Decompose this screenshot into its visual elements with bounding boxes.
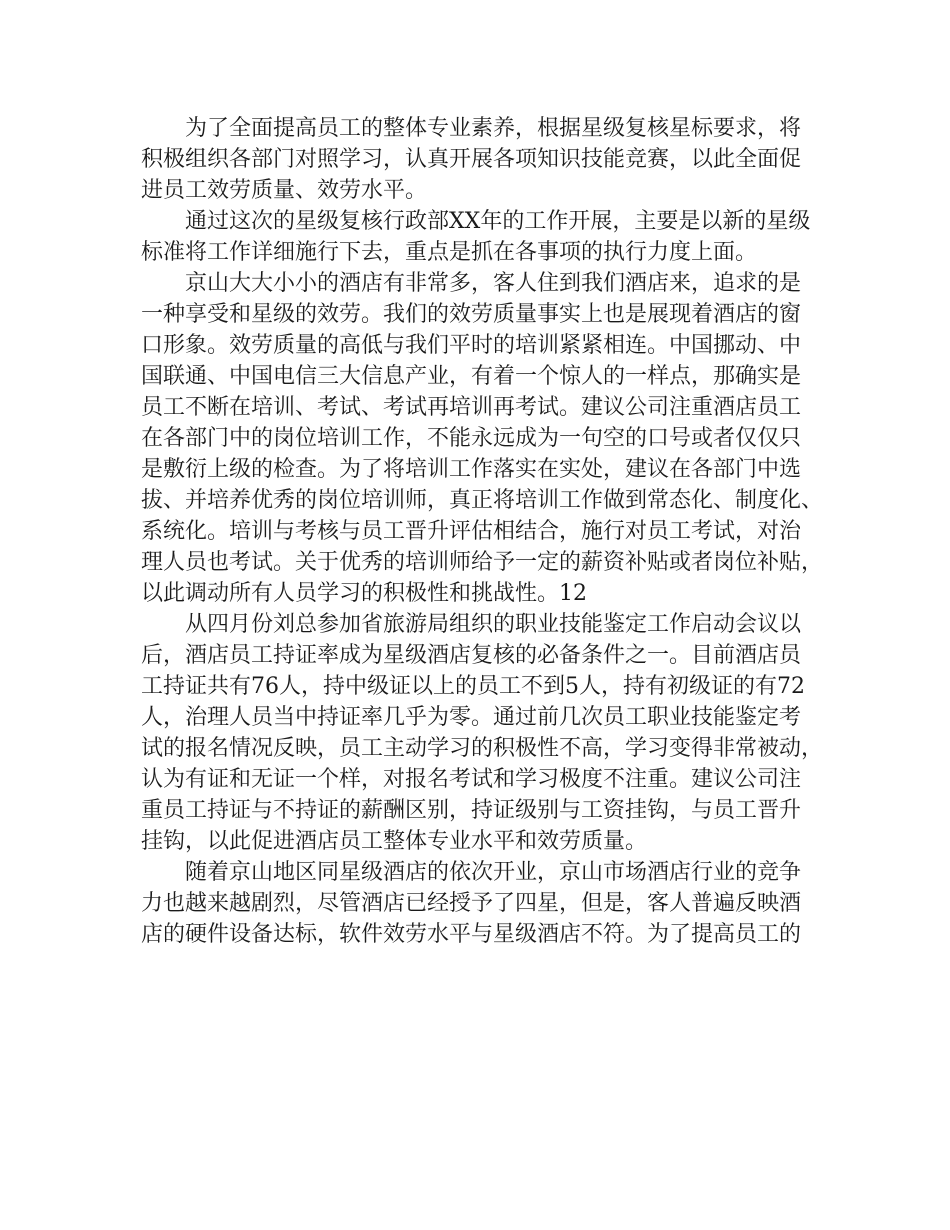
text-line: 认为有证和无证一个样，对报名考试和学习极度不注重。建议公司注 — [141, 767, 802, 792]
text-line: 口形象。效劳质量的高低与我们平时的培训紧紧相连。中国挪动、中 — [141, 333, 802, 358]
text-line: 进员工效劳质量、效劳水平。 — [141, 178, 428, 203]
text-line: 试的报名情况反映，员工主动学习的积极性不高，学习变得非常被动， — [141, 736, 824, 761]
text-line: 标准将工作详细施行下去，重点是抓在各事项的执行力度上面。 — [141, 240, 758, 265]
text-line: 在各部门中的岗位培训工作，不能永远成为一句空的口号或者仅仅只 — [141, 426, 802, 451]
paragraph — [141, 609, 824, 857]
text-line: 工持证共有76人，持中级证以上的员工不到5人，持有初级证的有72 — [141, 674, 805, 699]
text-line: 为了全面提高员工的整体专业素养，根据星级复核星标要求，将 — [185, 116, 802, 141]
text-line: 重员工持证与不持证的薪酬区别，持证级别与工资挂钩，与员工晋升 — [141, 798, 802, 823]
text-line: 是敷衍上级的检查。为了将培训工作落实在实处，建议在各部门中选 — [141, 457, 802, 482]
text-line: 从四月份刘总参加省旅游局组织的职业技能鉴定工作启动会议以 — [185, 612, 802, 637]
text-line: 以此调动所有人员学习的积极性和挑战性。12 — [141, 581, 587, 606]
document-body — [141, 113, 824, 950]
text-line: 力也越来越剧烈，尽管酒店已经授予了四星，但是，客人普遍反映酒 — [141, 891, 802, 916]
text-line: 系统化。培训与考核与员工晋升评估相结合，施行对员工考试，对治 — [141, 519, 802, 544]
paragraph — [141, 857, 801, 950]
text-line: 一种享受和星级的效劳。我们的效劳质量事实上也是展现着酒店的窗 — [141, 302, 802, 327]
text-line: 随着京山地区同星级酒店的依次开业，京山市场酒店行业的竞争 — [185, 860, 802, 885]
text-line: 挂钩，以此促进酒店员工整体专业水平和效劳质量。 — [141, 829, 648, 854]
paragraph — [141, 113, 801, 206]
text-line: 后，酒店员工持证率成为星级酒店复核的必备条件之一。目前酒店员 — [141, 643, 802, 668]
paragraph — [141, 268, 824, 609]
text-line: 人，治理人员当中持证率几乎为零。通过前几次员工职业技能鉴定考 — [141, 705, 802, 730]
text-line: 国联通、中国电信三大信息产业，有着一个惊人的一样点，那确实是 — [141, 364, 802, 389]
text-line: 店的硬件设备达标，软件效劳水平与星级酒店不符。为了提高员工的 — [141, 922, 802, 947]
text-line: 京山大大小小的酒店有非常多，客人住到我们酒店来，追求的是 — [185, 271, 802, 296]
text-line: 员工不断在培训、考试、考试再培训再考试。建议公司注重酒店员工 — [141, 395, 802, 420]
text-line: 积极组织各部门对照学习，认真开展各项知识技能竞赛，以此全面促 — [141, 147, 802, 172]
text-line: 通过这次的星级复核行政部XX年的工作开展，主要是以新的星级 — [185, 209, 811, 234]
paragraph — [141, 206, 811, 268]
text-line: 理人员也考试。关于优秀的培训师给予一定的薪资补贴或者岗位补贴， — [141, 550, 824, 575]
text-line: 拔、并培养优秀的岗位培训师，真正将培训工作做到常态化、制度化、 — [141, 488, 824, 513]
